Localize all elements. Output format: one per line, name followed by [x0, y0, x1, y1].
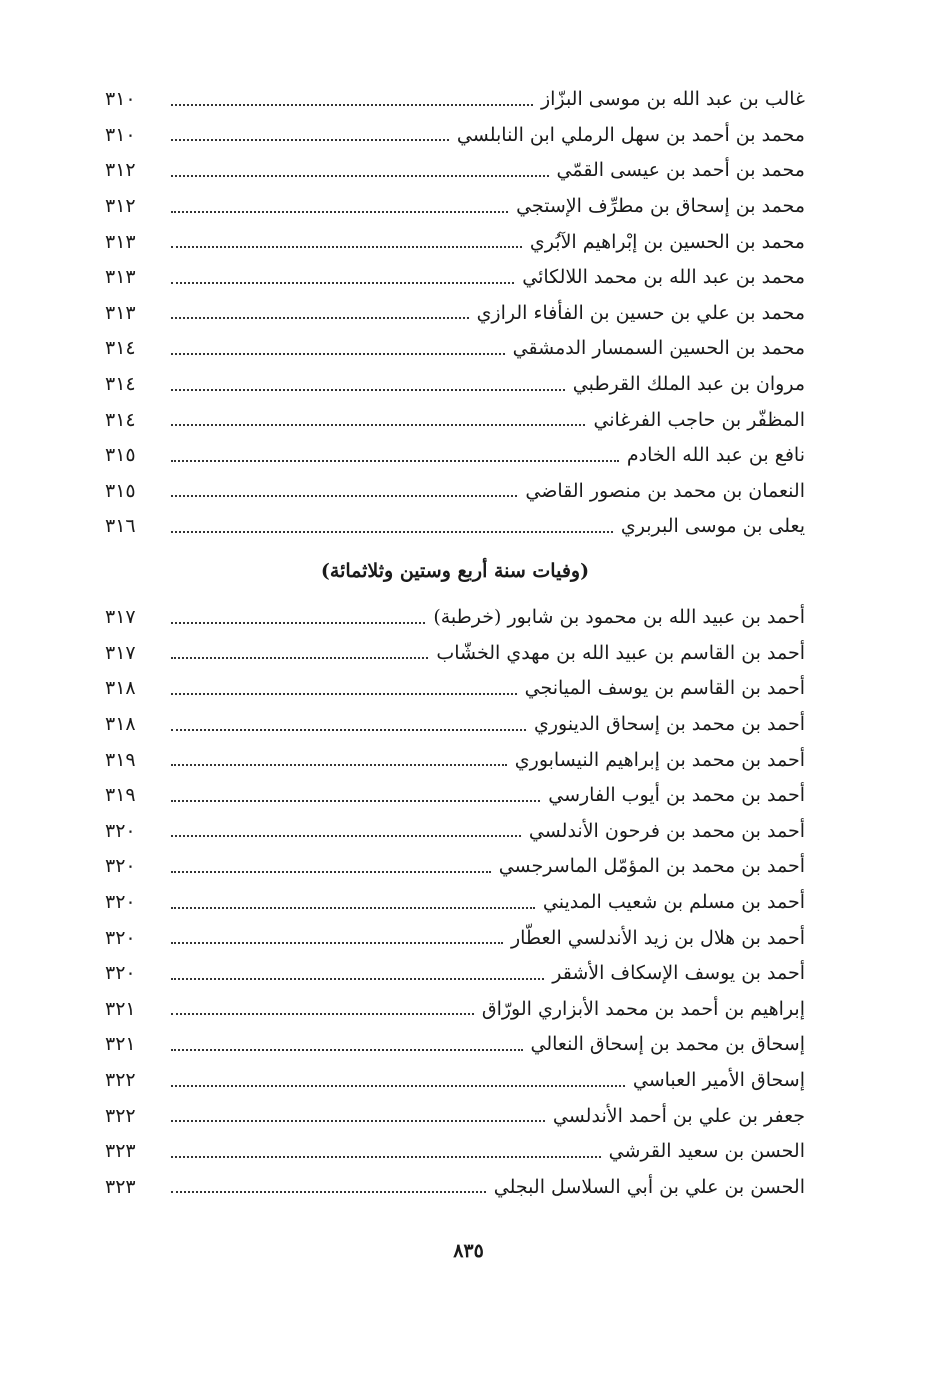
entry-page: ٣٢٢: [105, 1104, 136, 1127]
entry-name: محمد بن إسحاق بن مطرِّف الإستجي: [516, 195, 805, 218]
toc-entry: [105, 885, 805, 921]
entry-name: أحمد بن مسلم بن شعيب المديني: [542, 891, 805, 914]
dot-leader: [171, 978, 544, 980]
entry-name: أحمد بن محمد بن فرحون الأندلسي: [528, 819, 805, 842]
entry-page: ٣١٥: [105, 479, 136, 502]
entry-page: ٣٢١: [105, 1033, 136, 1056]
dot-leader: [171, 1156, 601, 1158]
entry-name: أحمد بن محمد بن المؤمّل الماسرجسي: [498, 855, 805, 878]
entry-page: ٣٢١: [105, 997, 136, 1020]
toc-entry: [105, 118, 805, 154]
dot-leader: [171, 317, 469, 319]
toc-entry: [105, 992, 805, 1028]
dot-leader: [171, 942, 503, 944]
toc-entry: [105, 402, 805, 438]
dot-leader: [171, 282, 514, 284]
entry-name: المظفّر بن حاجب الفرغاني: [593, 408, 805, 431]
entry-page: ٣٢٠: [105, 926, 136, 949]
toc-entry: [105, 814, 805, 850]
toc-entry: [105, 1134, 805, 1170]
dot-leader: [171, 389, 565, 391]
dot-leader: [171, 1085, 625, 1087]
dot-leader: [171, 495, 517, 497]
entry-page: ٣٢٢: [105, 1069, 136, 1092]
toc-list-before: [105, 82, 805, 545]
entry-page: ٣١٣: [105, 301, 136, 324]
entry-name: جعفر بن علي بن أحمد الأندلسي: [552, 1104, 805, 1127]
entry-page: ٣١٩: [105, 748, 136, 771]
toc-entry: [105, 778, 805, 814]
entry-page: ٣١٤: [105, 373, 136, 396]
entry-name: محمد بن علي بن حسين بن الفأفاء الرازي: [476, 301, 805, 324]
toc-entry: [105, 1098, 805, 1134]
entry-name: الحسن بن علي بن أبي السلاسل البجلي: [493, 1175, 805, 1198]
entry-page: ٣١٢: [105, 195, 136, 218]
dot-leader: [171, 211, 508, 213]
toc-entry: [105, 260, 805, 296]
entry-name: أحمد بن القاسم بن عبيد الله بن مهدي الخشّاب: [436, 641, 805, 664]
dot-leader: [171, 1191, 486, 1193]
entry-name: أحمد بن يوسف الإسكاف الأشقر: [552, 962, 805, 985]
toc-entry: [105, 189, 805, 225]
dot-leader: [171, 800, 540, 802]
entry-name: غالب بن عبد الله بن موسى البزّاز: [541, 88, 805, 111]
toc-entry: [105, 82, 805, 118]
dot-leader: [171, 353, 505, 355]
entry-name: أحمد بن عبيد الله بن محمود بن شابور (خرطبة): [433, 606, 805, 629]
dot-leader: [171, 871, 491, 873]
toc-entry: [105, 707, 805, 743]
entry-page: ٣١٣: [105, 266, 136, 289]
entry-name: الحسن بن سعيد القرشي: [608, 1140, 805, 1163]
dot-leader: [171, 693, 517, 695]
dot-leader: [171, 246, 522, 248]
entry-page: ٣٢٠: [105, 962, 136, 985]
entry-page: ٣١٨: [105, 677, 136, 700]
dot-leader: [171, 531, 613, 533]
entry-page: ٣١٩: [105, 784, 136, 807]
dot-leader: [171, 1013, 474, 1015]
dot-leader: [171, 139, 449, 141]
entry-name: أحمد بن محمد بن إسحاق الدينوري: [533, 713, 805, 736]
entry-name: النعمان بن محمد بن منصور القاضي: [525, 479, 805, 502]
entry-page: ٣٢٣: [105, 1140, 136, 1163]
entry-name: إسحاق بن محمد بن إسحاق النعالي: [530, 1033, 805, 1056]
toc-entry: [105, 742, 805, 778]
entry-page: ٣١٦: [105, 515, 136, 538]
entry-page: ٣١٤: [105, 408, 136, 431]
dot-leader: [171, 424, 585, 426]
dot-leader: [171, 764, 507, 766]
entry-name: مروان بن عبد الملك القرطبي: [572, 373, 805, 396]
toc-entry: [105, 331, 805, 367]
page-number: ٨٣٥: [453, 1240, 484, 1262]
entry-page: ٣١٤: [105, 337, 136, 360]
entry-page: ٣١٢: [105, 159, 136, 182]
toc-entry: [105, 367, 805, 403]
entry-name: إسحاق الأمير العباسي: [632, 1069, 805, 1092]
toc-entry: [105, 224, 805, 260]
entry-page: ٣٢٠: [105, 891, 136, 914]
toc-entry: [105, 1170, 805, 1206]
entry-name: أحمد بن هلال بن زيد الأندلسي العطّار: [510, 926, 805, 949]
entry-page: ٣٢٠: [105, 855, 136, 878]
entry-page: ٣١٥: [105, 444, 136, 467]
toc-entry: [105, 849, 805, 885]
section-heading: (وفيات سنة أربع وستين وثلاثمائة): [320, 560, 590, 582]
dot-leader: [171, 104, 533, 106]
entry-name: أحمد بن محمد بن إبراهيم النيسابوري: [514, 748, 805, 771]
entry-name: يعلى بن موسى البربري: [620, 515, 805, 538]
entry-name: محمد بن الحسين السمسار الدمشقي: [512, 337, 805, 360]
toc-entry: [105, 474, 805, 510]
toc-entry: [105, 956, 805, 992]
entry-page: ٣١٧: [105, 606, 136, 629]
toc-entry: [105, 1027, 805, 1063]
dot-leader: [171, 1049, 523, 1051]
dot-leader: [171, 1120, 545, 1122]
entry-name: أحمد بن محمد بن أيوب الفارسي: [548, 784, 805, 807]
toc-entry: [105, 600, 805, 636]
toc-entry: [105, 920, 805, 956]
entry-name: إبراهيم بن أحمد بن محمد الأبزاري الورّاق: [481, 997, 805, 1020]
entry-page: ٣١٨: [105, 713, 136, 736]
entry-name: محمد بن الحسين بن إبْراهيم الآبُري: [529, 230, 805, 253]
entry-page: ٣١٧: [105, 641, 136, 664]
dot-leader: [171, 657, 428, 659]
toc-entry: [105, 636, 805, 672]
entry-name: محمد بن عبد الله بن محمد اللالكائي: [522, 266, 805, 289]
entry-page: ٣١٠: [105, 123, 136, 146]
dot-leader: [171, 729, 526, 731]
entry-page: ٣٢٠: [105, 819, 136, 842]
entry-page: ٣٢٣: [105, 1175, 136, 1198]
dot-leader: [171, 175, 549, 177]
dot-leader: [171, 622, 425, 624]
toc-entry: [105, 153, 805, 189]
entry-page: ٣١٣: [105, 230, 136, 253]
toc-entry: [105, 671, 805, 707]
dot-leader: [171, 907, 535, 909]
toc-entry: [105, 509, 805, 545]
dot-leader: [171, 835, 521, 837]
toc-entry: [105, 1063, 805, 1099]
toc-entry: [105, 296, 805, 332]
dot-leader: [171, 460, 619, 462]
entry-name: محمد بن أحمد بن سهل الرملي ابن النابلسي: [456, 123, 805, 146]
entry-page: ٣١٠: [105, 88, 136, 111]
entry-name: أحمد بن القاسم بن يوسف الميانجي: [524, 677, 805, 700]
entry-name: محمد بن أحمد بن عيسى القمّي: [556, 159, 805, 182]
toc-list-after: [105, 600, 805, 1205]
toc-entry: [105, 438, 805, 474]
entry-name: نافع بن عبد الله الخادم: [626, 444, 805, 467]
